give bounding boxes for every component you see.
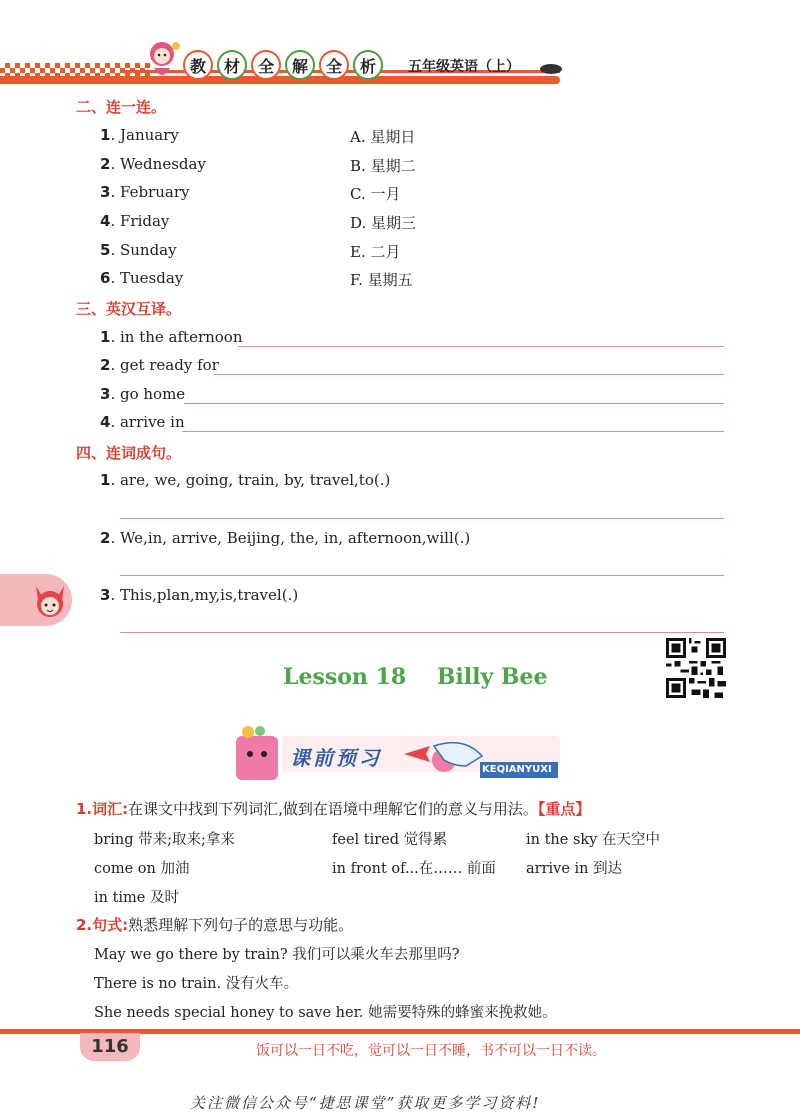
preview-sentence-heading: 2.句式:熟悉理解下列句子的意思与功能。: [76, 916, 354, 934]
cat-mascot-icon: [30, 578, 70, 622]
translate-item: 2. get ready for: [100, 356, 219, 374]
translate-item: 1. in the afternoon: [100, 328, 243, 346]
header-title-char: 解: [285, 50, 315, 80]
section3-title: 三、英汉互译。: [76, 300, 182, 318]
vocab-item: come on 加油: [94, 861, 190, 877]
header-title-char: 全: [319, 50, 349, 80]
header-title-char: 析: [353, 50, 383, 80]
sentence-line: There is no train. 没有火车。: [94, 976, 299, 992]
lesson-title: Lesson 18 Billy Bee: [283, 664, 548, 690]
answer-line[interactable]: [182, 431, 724, 432]
header-title-char: 教: [183, 50, 213, 80]
match-right-item: C. 一月: [350, 185, 401, 203]
header-title: [183, 50, 383, 80]
answer-line[interactable]: [120, 575, 724, 576]
preview-banner: [234, 726, 564, 784]
answer-line[interactable]: [214, 374, 724, 375]
match-right-item: D. 星期三: [350, 214, 417, 232]
match-left-item: 1. January: [100, 126, 179, 144]
sentence-line: She needs special honey to save her. 她需要特殊的蜂蜜来挽救她。: [94, 1005, 557, 1021]
banner-sub: KEQIANYUXI: [482, 764, 552, 775]
section2-title: 二、连一连。: [76, 98, 167, 116]
match-right-item: A. 星期日: [350, 128, 416, 146]
sentence-item: 3. This,plan,my,is,travel(.): [100, 586, 299, 604]
qr-code-icon[interactable]: [666, 638, 726, 698]
match-right-item: E. 二月: [350, 243, 401, 261]
preview-vocab-heading: 1.词汇:在课文中找到下列词汇,做到在语境中理解它们的意义与用法。【重点】: [76, 800, 591, 818]
answer-line[interactable]: [120, 518, 724, 519]
match-left-item: 5. Sunday: [100, 241, 177, 259]
vocab-item: arrive in 到达: [526, 861, 623, 877]
vocab-item: in front of...在…… 前面: [332, 861, 496, 877]
answer-line[interactable]: [184, 403, 724, 404]
translate-item: 4. arrive in: [100, 413, 185, 431]
banner-text: 课前预习: [290, 746, 382, 770]
match-right-item: B. 星期二: [350, 157, 416, 175]
sentence-item: 2. We,in, arrive, Beijing, the, in, afternoon,will(.): [100, 529, 471, 547]
match-left-item: 4. Friday: [100, 212, 170, 230]
sentence-item: 1. are, we, going, train, by, travel,to(.): [100, 471, 391, 489]
section4-title: 四、连词成句。: [76, 444, 182, 462]
match-right-item: F. 星期五: [350, 271, 413, 289]
sentence-line: May we go there by train? 我们可以乘火车去那里吗?: [94, 947, 460, 963]
vocab-item: in time 及时: [94, 890, 179, 906]
vocab-item: bring 带来;取来;拿来: [94, 832, 235, 848]
match-left-item: 3. February: [100, 183, 190, 201]
answer-line[interactable]: [120, 632, 724, 633]
footer-notice: 关注微信公众号“捷思课堂”获取更多学习资料!: [190, 1094, 541, 1112]
vocab-item: feel tired 觉得累: [332, 832, 448, 848]
footer-motto: 饭可以一日不吃，觉可以一日不睡，书不可以一日不读。: [256, 1043, 606, 1059]
page-number: 116: [91, 1036, 129, 1057]
header-title-char: 全: [251, 50, 281, 80]
match-left-item: 2. Wednesday: [100, 155, 206, 173]
translate-item: 3. go home: [100, 385, 186, 403]
answer-line[interactable]: [238, 346, 724, 347]
match-left-item: 6. Tuesday: [100, 269, 184, 287]
pen-icon: [540, 64, 562, 74]
header-title-char: 材: [217, 50, 247, 80]
vocab-item: in the sky 在天空中: [526, 832, 660, 848]
header-mascot-icon: [140, 38, 184, 86]
header-grade: 五年级英语（上）: [408, 59, 520, 75]
